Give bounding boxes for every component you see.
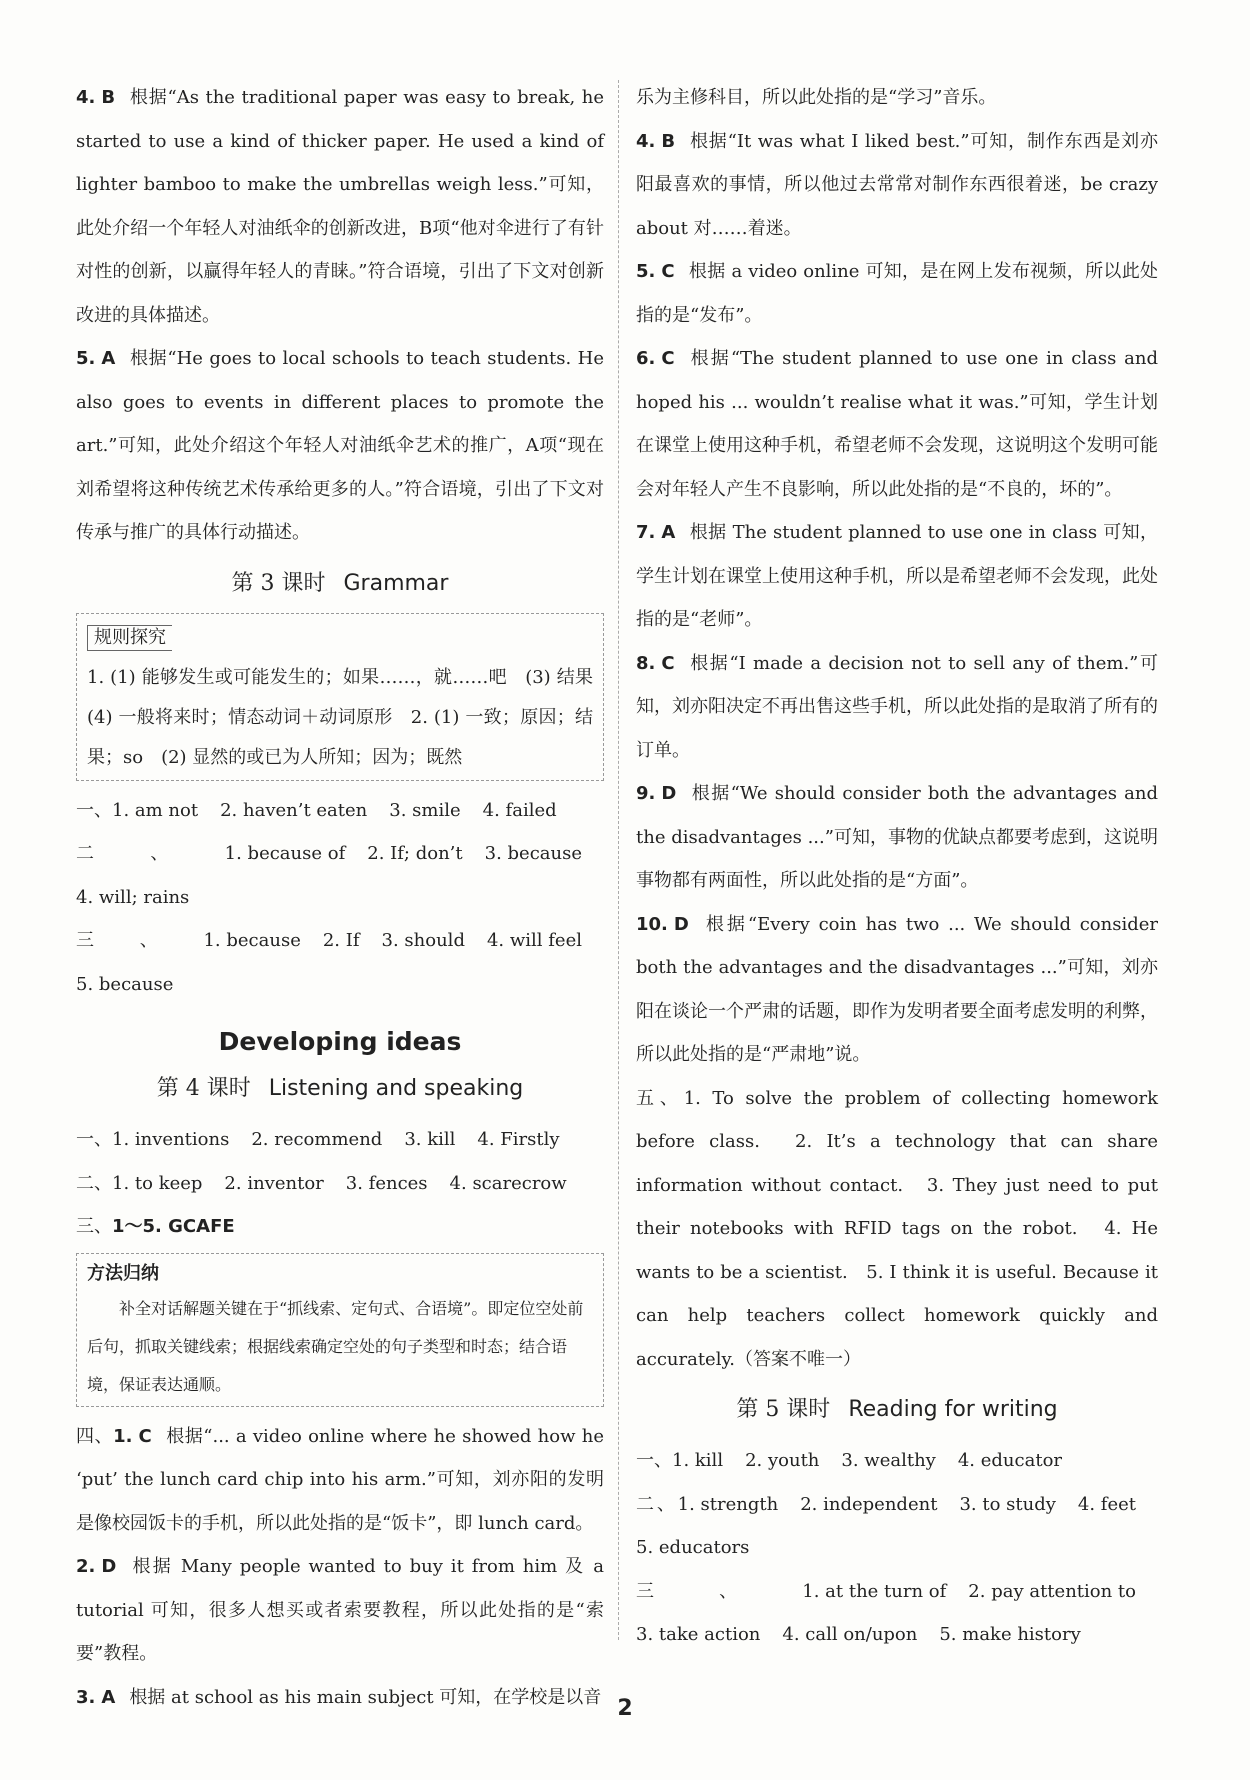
fill-row (76, 1162, 604, 1206)
answer-item (76, 1415, 604, 1546)
explanation: 根据“The student planned to use one in class and hoped his ... wouldn’t realise what it was.”可知，学生计划在课堂上使用这种手机，希望老师不会发现，这说明这个发明可能会对年轻人产生不良影响，所以此处指的是“不良的，坏的”。 (636, 348, 1158, 500)
row-label: 三、 (76, 1216, 112, 1237)
row-label: 二、 (76, 843, 225, 864)
page-number: 2 (617, 1696, 633, 1721)
fill-row (76, 789, 604, 833)
answer-item (636, 511, 1158, 642)
item-number: 4. (76, 87, 96, 108)
answer-letter: D (101, 1556, 117, 1577)
fill-answer: 4. scarecrow (449, 1172, 567, 1194)
answer-letter: A (661, 522, 676, 543)
fill-answer: 3. take action (636, 1624, 761, 1645)
fill-row (636, 1570, 1158, 1657)
answer-item (636, 120, 1158, 251)
fill-answer: 1. inventions (112, 1129, 230, 1150)
sentence-answer: 3. They just need to put their notebooks with RFID tags on the robot. (636, 1174, 1159, 1239)
lesson-label: 第 5 课时 (736, 1397, 831, 1422)
fill-answer: 3. to study (959, 1493, 1056, 1515)
fill-answer: 3. smile (389, 799, 461, 821)
item-number: 8. (636, 652, 656, 674)
explanation: 根据“... a video online where he showed how he ‘put’ the lunch card chip into his arm.”可知，刘亦阳的发明是像校园饭卡的手机，所以此处指的是“饭卡”，即 lunch card。 (76, 1425, 605, 1534)
explanation: 根据“We should consider both the advantages and the disadvantages ...”可知，事物的优缺点都要考虑到，这说明事物都有两面性，所以此处指的是“方面”。 (636, 783, 1158, 891)
row-label: 一、 (636, 1450, 672, 1471)
item-number: 3. (76, 1686, 96, 1708)
answer-letter: C (661, 652, 675, 674)
answer-item (76, 1545, 604, 1676)
column-divider (618, 80, 619, 1640)
row-label: 二、 (76, 1172, 112, 1194)
lesson-title: Listening and speaking (268, 1076, 524, 1101)
explanation: 根据 at school as his main subject 可知，在学校是以音 (129, 1686, 602, 1708)
fill-answer: 2. inventor (224, 1172, 324, 1194)
row-label: 一、 (76, 799, 112, 821)
item-number: 10. (636, 913, 668, 935)
fill-answer: 5. make history (939, 1624, 1081, 1645)
lesson-label: 第 3 课时 (231, 570, 326, 596)
explanation: 根据“I made a decision not to sell any of them.”可知，刘亦阳决定不再出售这些手机，所以此处指的是取消了所有的订单。 (636, 652, 1158, 761)
writing-answers (636, 1077, 1158, 1382)
explanation: 根据“Every coin has two ... We should consider both the advantages and the disadvantages ...”可知，刘亦阳在谈论一个严肃的话题，即作为发明者要全面考虑发明的利弊，所以此处指的是“严肃地”说。 (636, 913, 1158, 1065)
sentence-answer: 5. I think it is useful. Because it can help teachers collect homework quickly and accurately.（答案不唯一） (636, 1261, 1158, 1370)
answer-item (636, 642, 1158, 773)
lesson-heading (76, 1074, 604, 1104)
fill-row (76, 1118, 604, 1162)
row-label: 五、 (636, 1087, 684, 1109)
explanation-continued: 乐为主修科目，所以此处指的是“学习”音乐。 (636, 87, 997, 108)
row-label: 四、 (76, 1425, 114, 1447)
fill-answer: 4. call on/upon (782, 1624, 918, 1645)
rules-box-title: 规则探究 (87, 625, 172, 651)
item-number: 6. (636, 348, 656, 369)
answer-letter: A (101, 1686, 116, 1708)
sentence-answer: 2. It’s a technology that can share information without contact. (636, 1131, 1159, 1196)
item-number: 7. (636, 522, 656, 543)
sentence-answer: 4. He wants to be a scientist. (636, 1218, 1159, 1283)
fill-row (636, 1483, 1158, 1570)
fill-answer: 1. am not (112, 799, 199, 821)
fill-answer: 1～5. GCAFE (112, 1216, 235, 1237)
lesson-heading (636, 1395, 1158, 1425)
item-number: 9. (636, 783, 656, 804)
item-number: 4. (636, 130, 656, 152)
method-box (76, 1253, 604, 1407)
row-label: 三、 (76, 930, 204, 951)
fill-answer: 1. to keep (112, 1172, 203, 1194)
fill-answer: 2. recommend (251, 1129, 383, 1150)
answer-item (636, 903, 1158, 1077)
answer-letter: B (101, 87, 116, 108)
fill-answer: 3. should (381, 930, 465, 951)
fill-answer: 2. If (322, 930, 360, 951)
answer-item (76, 337, 604, 555)
fill-answer: 1. because (203, 930, 301, 951)
answer-letter: C (661, 261, 675, 282)
answer-item (76, 76, 604, 337)
fill-answer: 1. because of (224, 843, 346, 864)
row-label: 一、 (76, 1129, 112, 1150)
fill-answer: 5. because (76, 973, 174, 995)
answer-item (636, 772, 1158, 903)
fill-answer: 2. youth (745, 1450, 820, 1471)
fill-answer: 3. because (484, 843, 582, 864)
rules-box-text: 1. (1) 能够发生或可能发生的；如果……，就……吧 (3) 结果 (4) 一般将来时；情态动词＋动词原形 2. (1) 一致；原因；结果；so (2) 显然的或已为人所知；因为；既然 (87, 666, 611, 768)
right-column (636, 76, 1158, 1657)
sentence-answer: 1. To solve the problem of collecting homework before class. (636, 1087, 1158, 1152)
fill-answer: 3. kill (404, 1129, 456, 1150)
fill-row (76, 919, 604, 1006)
lesson-heading (76, 569, 604, 599)
section-title: Developing ideas (218, 1027, 462, 1056)
fill-answer: 4. Firstly (477, 1129, 560, 1150)
left-column (76, 76, 611, 1719)
answer-letter: D (661, 783, 677, 804)
answer-letter: C (661, 348, 675, 369)
fill-answer: 1. strength (677, 1493, 779, 1515)
explanation: 根据 The student planned to use one in class 可知，学生计划在课堂上使用这种手机，所以是希望老师不会发现，此处指的是“老师”。 (636, 522, 1158, 630)
method-box-title: 方法归纳 (87, 1262, 159, 1284)
fill-answer: 2. If; don’t (367, 843, 463, 864)
fill-answer: 5. educators (636, 1537, 750, 1558)
fill-answer: 2. independent (800, 1493, 938, 1515)
fill-answer: 1. kill (672, 1450, 724, 1471)
fill-answer: 4. failed (482, 799, 557, 821)
fill-answer: 3. fences (345, 1172, 428, 1194)
fill-answer: 3. wealthy (841, 1450, 936, 1471)
explanation: 根据“It was what I liked best.”可知，制作东西是刘亦阳最喜欢的事情，所以他过去常常对制作东西很着迷，be crazy about 对……着迷。 (636, 130, 1158, 239)
answer-item (636, 250, 1158, 337)
fill-answer: 4. will; rains (76, 886, 190, 908)
fill-row (76, 832, 604, 919)
fill-answer: 4. feet (1077, 1493, 1136, 1515)
answer-letter: D (673, 913, 689, 935)
answer-item (636, 337, 1158, 511)
item-number: 5. (76, 348, 96, 369)
fill-row (76, 1205, 604, 1249)
fill-row (636, 1439, 1158, 1483)
explanation: 根据 a video online 可知，是在网上发布视频，所以此处指的是“发布”。 (636, 261, 1158, 326)
fill-answer: 1. at the turn of (802, 1580, 947, 1602)
fill-answer: 4. will feel (486, 930, 582, 951)
fill-answer: 2. haven’t eaten (220, 799, 368, 821)
lesson-title: Grammar (343, 570, 449, 596)
lesson-title: Reading for writing (848, 1397, 1058, 1422)
item-number: 2. (76, 1556, 96, 1577)
row-label: 三、 (636, 1580, 803, 1602)
explanation: 根据“He goes to local schools to teach students. He also goes to events in different places to promote the art.”可知，此处介绍这个年轻人对油纸伞艺术的推广，A项“现在刘希望将这种传统艺术传承给更多的人。”符合语境，引出了下文对传承与推广的具体行动描述。 (76, 348, 604, 543)
explanation: 根据 Many people wanted to buy it from him 及 a tutorial 可知，很多人想买或者索要教程，所以此处指的是“索要”教程。 (76, 1556, 604, 1664)
answer-letter: C (138, 1425, 152, 1447)
lesson-label: 第 4 课时 (156, 1076, 251, 1101)
rules-box (76, 613, 611, 781)
fill-answer: 4. educator (957, 1450, 1063, 1471)
item-number: 5. (636, 261, 656, 282)
row-label: 二、 (636, 1493, 678, 1515)
answer-letter: B (661, 130, 676, 152)
item-number: 1. (113, 1425, 133, 1447)
fill-answer: 2. pay attention to (968, 1580, 1136, 1602)
answer-letter: A (101, 348, 116, 369)
method-box-text: 补全对话解题关键在于“抓线索、定句式、合语境”。即定位空处前后句，抓取关键线索；根据线索确定空处的句子类型和时态；结合语境，保证表达通顺。 (87, 1298, 584, 1394)
explanation: 根据“As the traditional paper was easy to break, he started to use a kind of thicker paper. He used a kind of lighter bamboo to make the umbrellas weigh less.”可知，此处介绍一个年轻人对油纸伞的创新改进，B项“他对伞进行了有针对性的创新，以赢得年轻人的青睐。”符合语境，引出了下文对创新改进的具体描述。 (76, 87, 604, 326)
